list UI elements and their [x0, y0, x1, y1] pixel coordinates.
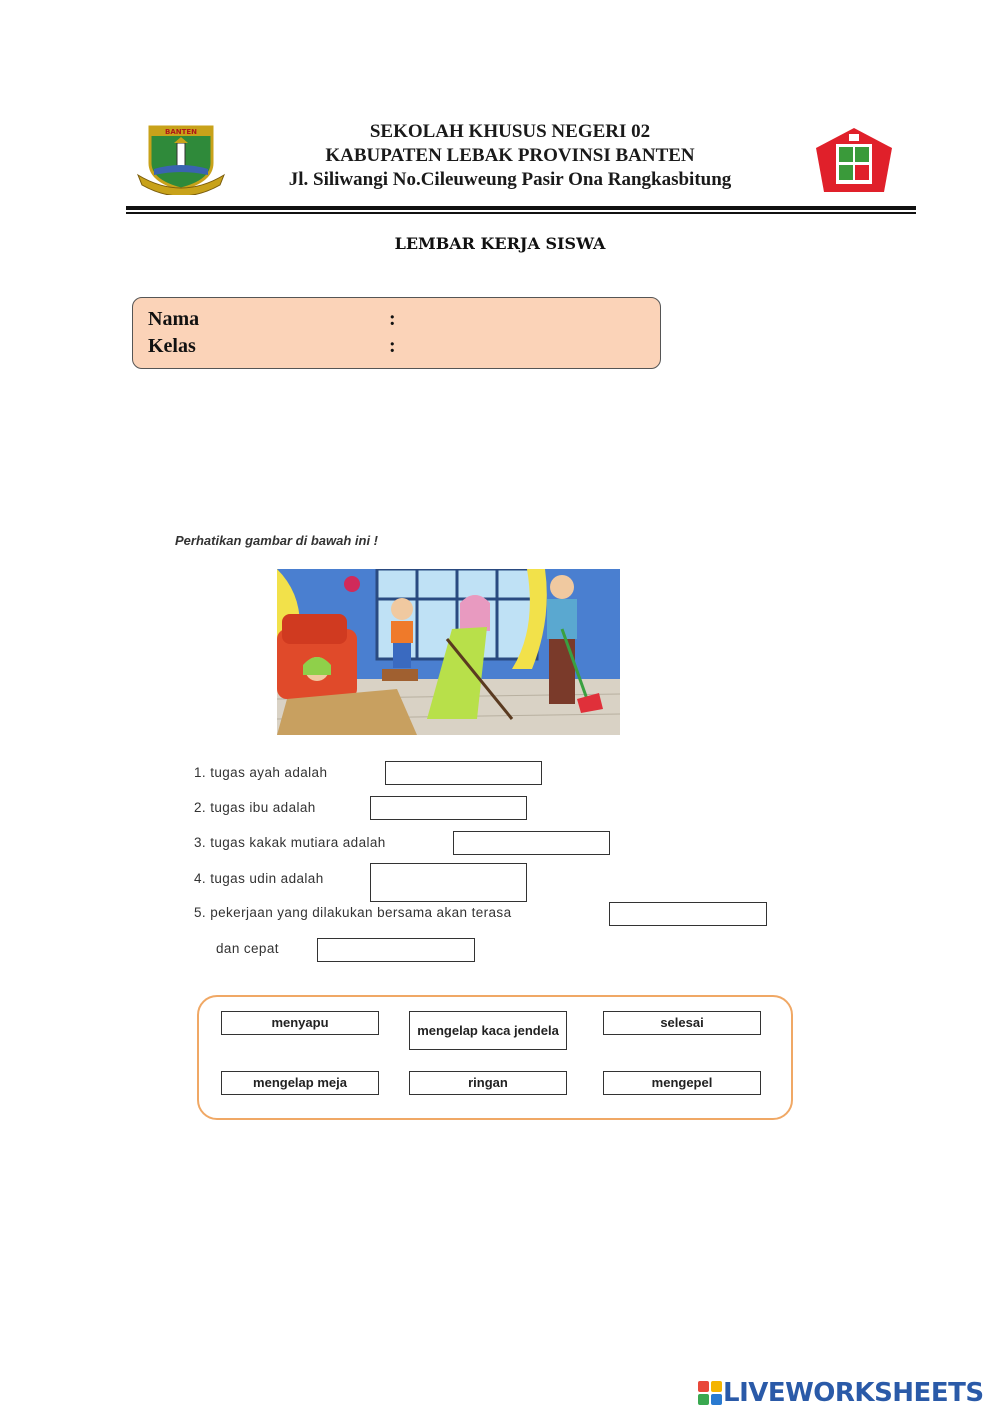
school-region: KABUPATEN LEBAK PROVINSI BANTEN	[325, 145, 695, 166]
liveworksheets-text: LIVEWORKSHEETS	[723, 1378, 984, 1408]
answer-box-5b[interactable]	[317, 938, 475, 962]
school-address: Jl. Siliwangi No.Cileuweung Pasir Ona Rangkasbitung	[288, 169, 732, 190]
question-4: 4. tugas udin adalah	[194, 871, 324, 886]
word-option-mengepel[interactable]: mengepel	[603, 1071, 761, 1095]
liveworksheets-icon	[697, 1380, 723, 1406]
answer-box-4[interactable]	[370, 863, 527, 902]
question-2: 2. tugas ibu adalah	[194, 800, 316, 815]
word-option-menyapu[interactable]: menyapu	[221, 1011, 379, 1035]
worksheet-title: LEMBAR KERJA SISWA	[394, 234, 606, 253]
class-colon: :	[389, 335, 396, 357]
question-1: 1. tugas ayah adalah	[194, 765, 328, 780]
instruction-text: Perhatikan gambar di bawah ini !	[175, 533, 378, 548]
family-cleaning-illustration	[277, 569, 620, 735]
answer-box-5a[interactable]	[609, 902, 767, 926]
student-identity-box	[132, 297, 661, 369]
school-logo	[814, 126, 894, 194]
name-label: Nama	[148, 308, 200, 330]
header-rule-thin	[126, 212, 916, 214]
word-option-selesai[interactable]: selesai	[603, 1011, 761, 1035]
word-option-mengelap-kaca-jendela[interactable]: mengelap kaca jendela	[409, 1011, 567, 1050]
header-rule-thick	[126, 206, 916, 210]
banten-logo	[136, 123, 226, 195]
question-3: 3. tugas kakak mutiara adalah	[194, 835, 386, 850]
answer-box-2[interactable]	[370, 796, 527, 820]
answer-box-1[interactable]	[385, 761, 542, 785]
name-colon: :	[389, 308, 396, 330]
school-name: SEKOLAH KHUSUS NEGERI 02	[369, 121, 651, 142]
question-5: 5. pekerjaan yang dilakukan bersama akan terasa	[194, 905, 512, 920]
banten-logo-text: BANTEN	[164, 128, 198, 136]
answer-box-3[interactable]	[453, 831, 610, 855]
word-option-ringan[interactable]: ringan	[409, 1071, 567, 1095]
question-5-continued: dan cepat	[216, 941, 279, 956]
liveworksheets-logo[interactable]	[697, 1378, 984, 1408]
word-option-mengelap-meja[interactable]: mengelap meja	[221, 1071, 379, 1095]
class-label: Kelas	[148, 335, 196, 357]
